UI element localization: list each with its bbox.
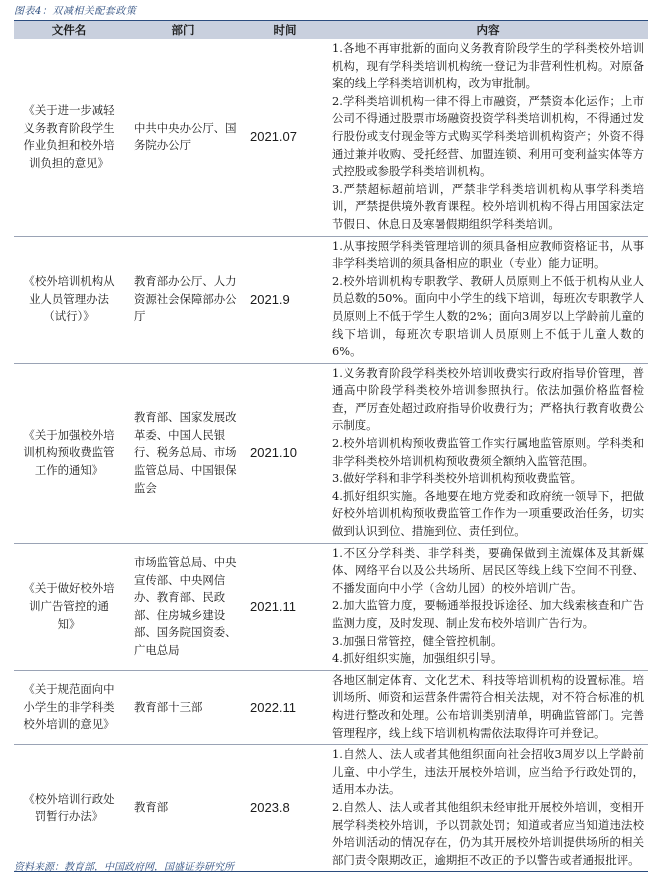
file-name-cell: 《关于加强校外培训机构预收费监管工作的通知》 xyxy=(14,363,124,543)
time-cell: 2021.9 xyxy=(242,236,328,363)
content-cell xyxy=(328,543,648,670)
source-note: 资料来源：教育部，中国政府网，国盛证券研究所 xyxy=(14,862,234,873)
file-name-cell: 《关于规范面向中小学生的非学科类校外培训的意见》 xyxy=(14,670,124,744)
time-cell: 2021.11 xyxy=(242,543,328,670)
content-cell xyxy=(328,39,648,236)
content-paragraph: 2.学科类培训机构一律不得上市融资，严禁资本化运作；上市公司不得通过股票市场融资投资学科类培训机构，不得通过发行股份或支付现金等方式购买学科类培训机构资产；外资不得通过兼并收购、受托经营、加盟连锁、利用可变利益实体等方式控股或参股学科类培训机构。 xyxy=(332,93,644,179)
department-cell: 教育部十三部 xyxy=(124,670,242,744)
content-paragraph: 4.抓好组织实施。各地要在地方党委和政府统一领导下，把做好校外培训机构预收费监管工作作为一项重要政治任务，切实做到认识到位、措施到位、责任到位。 xyxy=(332,488,644,539)
header-dept: 部门 xyxy=(124,21,242,40)
file-name-cell: 《校外培训行政处罚暂行办法》 xyxy=(14,745,124,872)
header-file: 文件名 xyxy=(14,21,124,40)
policy-table xyxy=(14,20,648,872)
table-row xyxy=(14,39,648,236)
file-name-cell: 《关于做好校外培训广告管控的通知》 xyxy=(14,543,124,670)
figure-title: 图表4：双减相关配套政策 xyxy=(14,6,137,17)
file-name-cell: 《关于进一步减轻义务教育阶段学生作业负担和校外培训负担的意见》 xyxy=(14,39,124,236)
content-cell xyxy=(328,670,648,744)
header-content: 内容 xyxy=(328,21,648,40)
content-paragraph: 4.抓好组织实施，加强组织引导。 xyxy=(332,651,503,666)
table-row xyxy=(14,745,648,872)
time-cell: 2022.11 xyxy=(242,670,328,744)
content-paragraph: 3.做好学科和非学科类校外培训机构预收费监管。 xyxy=(332,471,583,486)
department-cell: 市场监管总局、中央宣传部、中央网信办、教育部、民政部、住房城乡建设部、国务院国资委、广电总局 xyxy=(124,543,242,670)
content-cell xyxy=(328,236,648,363)
table-header-row xyxy=(14,21,648,40)
department-cell: 教育部办公厅、人力资源社会保障部办公厅 xyxy=(124,236,242,363)
content-cell xyxy=(328,363,648,543)
content-paragraph: 1.各地不再审批新的面向义务教育阶段学生的学科类校外培训机构，现有学科类培训机构统一登记为非营利性机构。对原备案的线上学科类培训机构，改为审批制。 xyxy=(332,41,644,91)
content-paragraph: 2.加大监管力度，要畅通举报投诉途径、加大线索核查和广告监测力度，及时发现、制止发布校外培训广告行为。 xyxy=(332,598,644,630)
content-paragraph: 3.加强日常管控，健全管控机制。 xyxy=(332,633,503,648)
table-row xyxy=(14,363,648,543)
header-time: 时间 xyxy=(242,21,328,40)
time-cell: 2021.10 xyxy=(242,363,328,543)
content-paragraph: 1.从事按照学科类管理培训的须具备相应教师资格证书，从事非学科类培训的须具备相应的职业（专业）能力证明。 xyxy=(332,238,644,271)
content-paragraph: 1.自然人、法人或者其他组织面向社会招收3周岁以上学龄前儿童、中小学生，违法开展校外培训，应当给予行政处罚的，适用本办法。 xyxy=(332,747,644,797)
content-paragraph: 2.校外培训机构预收费监管工作实行属地监管原则。学科类和非学科类校外培训机构预收费须全额纳入监管范围。 xyxy=(332,436,644,468)
file-name-cell: 《校外培训机构从业人员管理办法（试行）》 xyxy=(14,236,124,363)
table-row xyxy=(14,543,648,670)
time-cell: 2021.07 xyxy=(242,39,328,236)
department-cell: 教育部、国家发展改革委、中国人民银行、税务总局、市场监管总局、中国银保监会 xyxy=(124,363,242,543)
content-paragraph: 各地区制定体育、文化艺术、科技等培训机构的设置标准。培训场所、师资和运营条件需符合相关法规，对不符合标准的机构进行整改和处理。公布培训类别清单，明确监管部门。完善管理程序，线上线下培训机构需依法取得许可并登记。 xyxy=(332,672,644,740)
time-cell: 2023.8 xyxy=(242,745,328,872)
content-paragraph: 1.不区分学科类、非学科类，要确保做到主流媒体及其新媒体、网络平台以及公共场所、居民区等线上线下空间不刊登、不播发面向中小学（含幼儿园）的校外培训广告。 xyxy=(332,545,644,595)
content-paragraph: 1.义务教育阶段学科类校外培训收费实行政府指导价管理，普通高中阶段学科类校外培训参照执行。依法加强价格监督检查，严厉查处超过政府指导价收费行为；严格执行教育收费公示制度。 xyxy=(332,365,644,433)
department-cell: 中共中央办公厅、国务院办公厅 xyxy=(124,39,242,236)
table-row xyxy=(14,236,648,363)
department-cell: 教育部 xyxy=(124,745,242,872)
content-paragraph: 3.严禁超标超前培训，严禁非学科类培训机构从事学科类培训，严禁提供境外教育课程。校外培训机构不得占用国家法定节假日、休息日及寒暑假期组织学科类培训。 xyxy=(332,181,644,231)
content-cell xyxy=(328,745,648,872)
content-paragraph: 2.校外培训机构专职教学、教研人员原则上不低于机构从业人员总数的50%。面向中小学生的线下培训，每班次专职教学人员原则上不低于学生人数的2%；面向3周岁以上学龄前儿童的线下培训，每班次专职培训人员原则上不低于儿童人数的6%。 xyxy=(332,273,644,359)
content-paragraph: 2.自然人、法人或者其他组织未经审批开展校外培训，变相开展学科类校外培训，予以罚款处罚；知道或者应当知道违法校外培训活动的情况存在，仍为其开展校外培训提供场所的相关部门责令限期改正，逾期拒不改正的予以警告或者通报批评。 xyxy=(332,799,644,867)
table-row xyxy=(14,670,648,744)
